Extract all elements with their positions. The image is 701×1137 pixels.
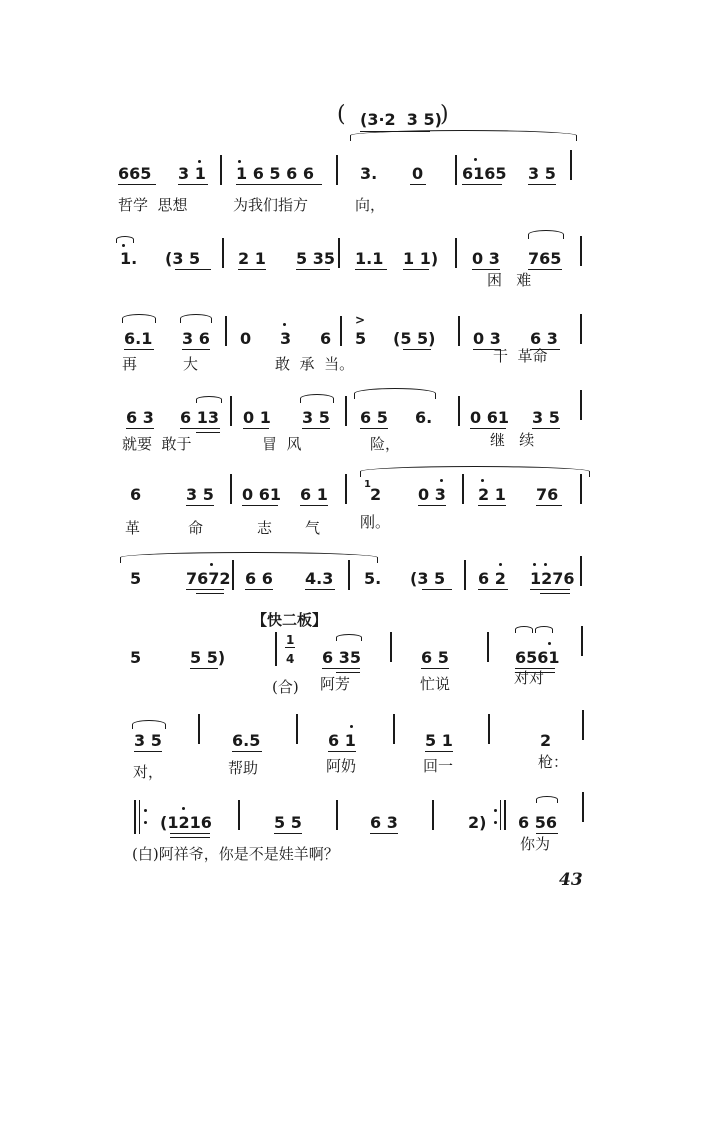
lyric: 为我们指方 xyxy=(233,196,309,214)
note: 3 1 xyxy=(178,164,206,183)
repeat-dot xyxy=(494,809,497,812)
note: 6 2 xyxy=(478,569,506,588)
underline xyxy=(536,833,558,834)
page-number: 43 xyxy=(559,870,583,890)
underline xyxy=(528,184,556,185)
note: 5 1 xyxy=(425,731,453,750)
underline xyxy=(296,269,330,270)
note: 3 6 xyxy=(182,329,210,348)
barline xyxy=(580,556,582,586)
note: 6 xyxy=(130,485,142,504)
note: 0 1 xyxy=(243,408,271,427)
note: 2 1 xyxy=(478,485,506,504)
lyric: 险， xyxy=(370,435,401,453)
time-signature-line xyxy=(285,647,295,648)
paren-close: ) xyxy=(440,102,449,127)
note: 0 xyxy=(240,329,252,348)
slur xyxy=(350,130,577,141)
underline xyxy=(118,184,156,185)
underline xyxy=(403,269,429,270)
barline xyxy=(338,238,340,268)
underline xyxy=(478,505,506,506)
lyric: 枪： xyxy=(538,753,569,771)
underline xyxy=(462,184,502,185)
note: 76 xyxy=(536,485,559,504)
barline xyxy=(582,792,584,822)
slur xyxy=(336,634,362,641)
note: 0 3 xyxy=(472,249,500,268)
note: 0 3 xyxy=(473,329,501,348)
slur xyxy=(116,236,134,243)
slur xyxy=(360,466,590,477)
lyric: 忙说 xyxy=(420,675,451,693)
lyric: 哲学 思想 xyxy=(118,196,188,214)
note: 6 3 xyxy=(126,408,154,427)
slur xyxy=(120,552,378,563)
lyric: 向， xyxy=(355,196,386,214)
barline xyxy=(390,632,392,662)
lyric: 再 xyxy=(122,355,138,373)
underline xyxy=(478,589,508,590)
underline xyxy=(190,668,218,669)
section-marker: 【快二板】 xyxy=(252,611,328,629)
underline xyxy=(126,428,154,429)
note: 1 1) xyxy=(403,249,439,268)
lyric: 冒 风 xyxy=(262,435,302,453)
underline xyxy=(124,349,154,350)
note: 6165 xyxy=(462,164,507,183)
note: 3 5 xyxy=(302,408,330,427)
underline xyxy=(300,505,328,506)
note: 6 6 xyxy=(245,569,273,588)
note: 3 5 xyxy=(134,731,162,750)
barline xyxy=(580,236,582,266)
slur xyxy=(180,314,212,323)
barline xyxy=(455,238,457,268)
octave-dot xyxy=(533,563,536,566)
barline xyxy=(230,474,232,504)
note: 1. xyxy=(120,249,138,268)
underline xyxy=(422,589,452,590)
underline xyxy=(242,505,278,506)
octave-dot xyxy=(238,160,241,163)
slur xyxy=(196,396,222,403)
underline xyxy=(530,589,570,590)
underline xyxy=(403,349,431,350)
note: 4.3 xyxy=(305,569,334,588)
lyric: 就要 敢于 xyxy=(122,435,192,453)
underline xyxy=(302,428,330,429)
lyric: 阿奶 xyxy=(326,757,357,775)
barline xyxy=(393,714,395,744)
barline xyxy=(222,238,224,268)
underline xyxy=(236,184,322,185)
octave-dot xyxy=(122,244,125,247)
note: 5 xyxy=(355,329,367,348)
lyric: 困 难 xyxy=(487,271,532,289)
underline xyxy=(360,428,388,429)
note: 3. xyxy=(360,164,378,183)
lyric: 你为 xyxy=(520,835,551,853)
underline xyxy=(243,428,269,429)
note: 0 61 xyxy=(242,485,281,504)
note: (5 5) xyxy=(393,329,436,348)
underline xyxy=(322,668,360,669)
underline xyxy=(134,751,162,752)
lyric: 刚。 xyxy=(360,513,391,531)
octave-dot xyxy=(198,160,201,163)
underline xyxy=(536,505,562,506)
lyric: (白)阿祥爷，你是不是娃羊啊？ xyxy=(132,845,339,863)
slur xyxy=(515,626,533,633)
note: (1216 xyxy=(160,813,212,832)
accent-mark: > xyxy=(355,313,366,327)
note: 3 5 xyxy=(186,485,214,504)
underline xyxy=(232,751,262,752)
underline xyxy=(170,837,210,838)
lyric: 回一 xyxy=(423,757,454,775)
underline xyxy=(528,269,562,270)
underline xyxy=(186,505,214,506)
barline xyxy=(336,800,338,830)
barline xyxy=(345,396,347,426)
underline xyxy=(370,833,398,834)
barline xyxy=(230,396,232,426)
repeat-dot xyxy=(144,809,147,812)
underline xyxy=(336,672,360,673)
note: 0 xyxy=(412,164,424,183)
octave-dot xyxy=(548,642,551,645)
underline xyxy=(421,668,449,669)
underline xyxy=(196,593,224,594)
note: 6 3 xyxy=(530,329,558,348)
lyric: 命 xyxy=(188,519,204,537)
underline xyxy=(328,751,356,752)
underline xyxy=(532,428,560,429)
lyric: 敢 承 当。 xyxy=(275,355,355,373)
underline xyxy=(178,184,208,185)
note: 6.5 xyxy=(232,731,261,750)
octave-dot xyxy=(481,479,484,482)
note: 6 13 xyxy=(180,408,219,427)
barline xyxy=(198,714,200,744)
note: 1276 xyxy=(530,569,575,588)
note: 6 5 xyxy=(421,648,449,667)
note: 6 1 xyxy=(300,485,328,504)
lyric: 对对 xyxy=(514,669,545,687)
note: 6 1 xyxy=(328,731,356,750)
note: 6 35 xyxy=(322,648,361,667)
grace-note: 1 xyxy=(364,479,371,490)
lyric: 志 xyxy=(257,519,273,537)
note: 2 xyxy=(540,731,552,750)
barline xyxy=(581,626,583,656)
octave-dot xyxy=(474,158,477,161)
note: 5 xyxy=(130,648,142,667)
underline xyxy=(305,589,335,590)
barline xyxy=(275,632,277,666)
octave-dot xyxy=(440,479,443,482)
barline xyxy=(462,474,464,504)
repeat-dot xyxy=(494,821,497,824)
note: 2 1 xyxy=(238,249,266,268)
barline xyxy=(458,396,460,426)
repeat-barline-thick xyxy=(504,800,506,830)
underline xyxy=(274,833,302,834)
note: 6 3 xyxy=(370,813,398,832)
slur xyxy=(535,626,553,633)
underline xyxy=(180,428,220,429)
slur xyxy=(354,388,436,399)
octave-dot xyxy=(544,563,547,566)
barline xyxy=(487,632,489,662)
barline xyxy=(348,560,350,590)
barline xyxy=(580,314,582,344)
note: 0 61 xyxy=(470,408,509,427)
underline xyxy=(540,593,570,594)
note: 5 5) xyxy=(190,648,226,667)
note: 3 5 xyxy=(532,408,560,427)
slur xyxy=(300,394,334,403)
underline xyxy=(472,269,500,270)
note: 5 xyxy=(130,569,142,588)
underline xyxy=(355,269,387,270)
underline xyxy=(170,833,210,834)
barline xyxy=(340,316,342,346)
slur xyxy=(528,230,564,239)
barline xyxy=(336,155,338,185)
lyric: 革 xyxy=(125,519,141,537)
repeat-barline-thin xyxy=(500,800,501,830)
note: 5. xyxy=(364,569,382,588)
time-signature-top: 1 xyxy=(286,633,295,647)
note: 7672 xyxy=(186,569,231,588)
lyric: 气 xyxy=(305,519,321,537)
lyric: (合) xyxy=(272,678,299,696)
note: (3 5 xyxy=(410,569,446,588)
repeat-dot xyxy=(144,821,147,824)
lyric: 继 续 xyxy=(490,431,535,449)
barline xyxy=(225,316,227,346)
note: 5 35 xyxy=(296,249,335,268)
barline xyxy=(464,560,466,590)
note: 6. xyxy=(415,408,433,427)
slur xyxy=(122,314,156,323)
note: 2) xyxy=(468,813,487,832)
note: 6 xyxy=(320,329,332,348)
note: 2 xyxy=(370,485,382,504)
note: 6561 xyxy=(515,648,560,667)
barline xyxy=(488,714,490,744)
note: 6 5 xyxy=(360,408,388,427)
lyric: 对， xyxy=(133,763,164,781)
note: 3 xyxy=(280,329,292,348)
note: (3 5 xyxy=(165,249,201,268)
note: 1.1 xyxy=(355,249,384,268)
paren-open: ( xyxy=(337,102,346,127)
octave-dot xyxy=(350,725,353,728)
note: 6 56 xyxy=(518,813,557,832)
barline xyxy=(345,474,347,504)
note: 1 6 5 6 6 xyxy=(236,164,314,183)
repeat-barline-thin xyxy=(139,800,140,834)
lyric: 大 xyxy=(183,355,199,373)
barline xyxy=(296,714,298,744)
underline xyxy=(418,505,446,506)
barline xyxy=(570,150,572,180)
underline xyxy=(425,751,453,752)
underline xyxy=(470,428,506,429)
barline xyxy=(238,800,240,830)
note: 665 xyxy=(118,164,152,183)
underline xyxy=(196,432,220,433)
barline xyxy=(232,560,234,590)
underline xyxy=(186,589,224,590)
note: 765 xyxy=(528,249,562,268)
underline xyxy=(245,589,273,590)
octave-dot xyxy=(182,807,185,810)
barline xyxy=(455,155,457,185)
slur xyxy=(536,796,558,803)
octave-dot xyxy=(499,563,502,566)
underline xyxy=(175,269,211,270)
underline xyxy=(238,269,266,270)
barline xyxy=(582,710,584,740)
note-group: (3·2 3 5) xyxy=(360,110,442,129)
barline xyxy=(458,316,460,346)
barline xyxy=(580,474,582,504)
underline xyxy=(182,349,210,350)
octave-dot xyxy=(210,563,213,566)
note: 0 3 xyxy=(418,485,446,504)
slur xyxy=(132,720,166,729)
barline xyxy=(220,155,222,185)
barline xyxy=(432,800,434,830)
time-signature-bottom: 4 xyxy=(286,652,295,666)
underline xyxy=(410,184,426,185)
note: 5 5 xyxy=(274,813,302,832)
lyric: 阿芳 xyxy=(320,675,351,693)
note: 3 5 xyxy=(528,164,556,183)
repeat-barline-thick xyxy=(134,800,136,834)
lyric: 帮助 xyxy=(228,759,259,777)
barline xyxy=(580,390,582,420)
octave-dot xyxy=(283,323,286,326)
note: 6.1 xyxy=(124,329,153,348)
lyric: 干 革命 xyxy=(493,347,548,365)
